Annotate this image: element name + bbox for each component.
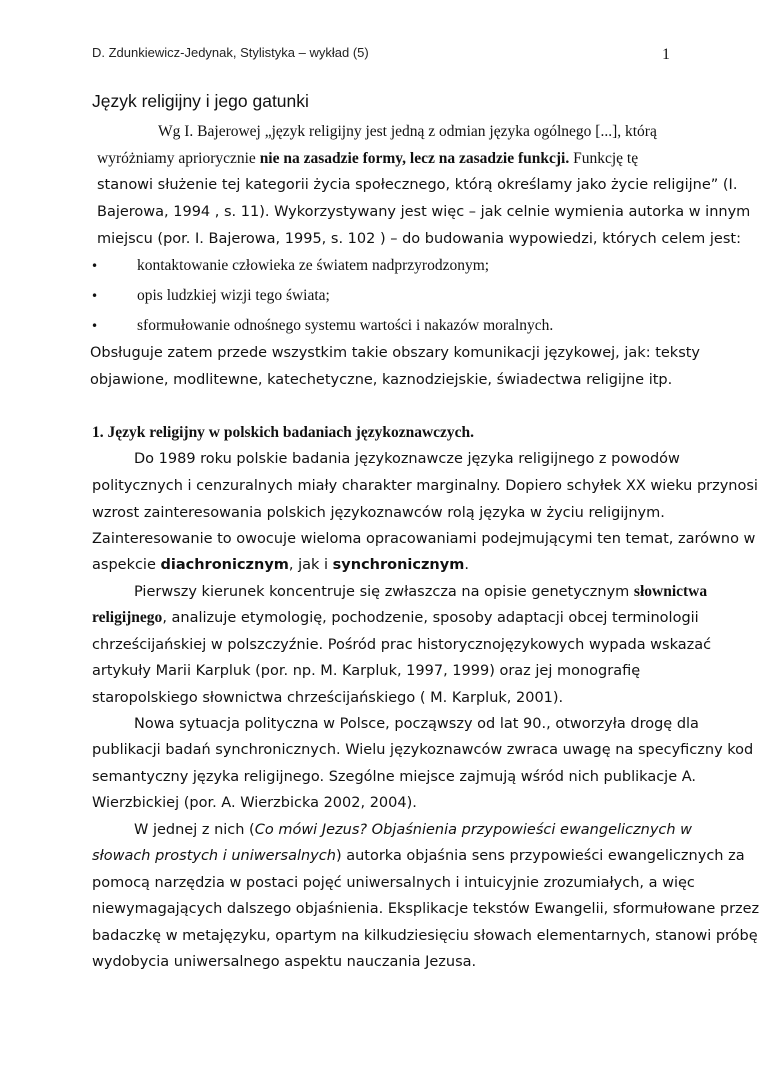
intro-line-5: miejscu (por. I. Bajerowa, 1995, s. 102 ) – do budowania wypowiedzi, których celem jest: (97, 231, 741, 247)
bullet-item-1: kontaktowanie człowieka ze światem nadprzyrodzonym; (137, 257, 490, 274)
p1-line-5-end: . (464, 557, 469, 573)
intro-line-4: Bajerowa, 1994 , s. 11). Wykorzystywany jest więc – jak celnie wymienia autorka w innym (97, 204, 751, 220)
p4-line-4: niewymagających dalszego objaśnienia. Eksplikacje tekstów Ewangelii, sformułowane przez (92, 901, 760, 917)
p3-line-2: publikacji badań synchronicznych. Wielu językoznawców zwraca uwagę na specyficzny kod (92, 742, 754, 758)
p1-line-3: wzrost zainteresowania polskich językoznawców rolą języka w życiu religijnym. (92, 505, 665, 521)
after-bullets-line-2: objawione, modlitewne, katechetyczne, kaznodziejskie, świadectwa religijne itp. (90, 372, 673, 388)
p3-line-1: Nowa sytuacja polityczna w Polsce, począwszy od lat 90., otworzyła drogę dla (134, 716, 699, 732)
p2-line-3: chrześcijańskiej w polszczyźnie. Pośród prac historycznojęzykowych wypada wskazać (92, 637, 712, 653)
p4-line-2 (92, 847, 745, 865)
p1-line-5-text: aspekcie (92, 557, 161, 573)
intro-line-2-text: wyróżniamy apriorycznie (97, 150, 260, 167)
p2-line-5: staropolskiego słownictwa chrześcijańskiego ( M. Karpluk, 2001). (92, 690, 564, 706)
document-title: Język religijny i jego gatunki (92, 91, 309, 111)
p2-line-4: artykuły Marii Karpluk (por. np. M. Karpluk, 1997, 1999) oraz jej monografię (92, 663, 641, 679)
bullet-symbol: • (91, 259, 99, 273)
intro-line-2-tail: Funkcję tę (569, 150, 639, 167)
bullet-symbol: • (91, 289, 99, 303)
p4-line-1 (134, 821, 692, 839)
page-number: 1 (662, 46, 670, 63)
bullet-symbol: • (91, 319, 99, 333)
intro-line-2 (97, 150, 638, 168)
term-diachronic: diachronicznym (160, 557, 289, 573)
bullet-item-2: opis ludzkiej wizji tego świata; (137, 287, 330, 304)
term-vocabulary: słownictwa (633, 583, 708, 600)
p1-line-1: Do 1989 roku polskie badania językoznawcze języka religijnego z powodów (134, 451, 680, 467)
p4-line-1-text: W jednej z nich ( (134, 822, 255, 838)
bullet-item-3: sformułowanie odnośnego systemu wartości i nakazów moralnych. (137, 317, 554, 334)
p1-line-5-mid: , jak i (288, 557, 333, 573)
intro-line-3: stanowi służenie tej kategorii życia społecznego, którą określamy jako życie religijne” (I. (97, 177, 738, 193)
p4-line-2-text: ) autorka objaśnia sens przypowieści ewangelicznych za (335, 848, 745, 864)
p1-line-2: politycznych i cenzuralnych miały charakter marginalny. Dopiero schyłek XX wieku przynosi (92, 478, 758, 494)
p3-line-3: semantyczny języka religijnego. Szególne miejsce zajmują wśród nich publikacje A. (92, 769, 697, 785)
book-title-cont: słowach prostych i uniwersalnych (92, 848, 336, 864)
term-synchronic: synchronicznym (332, 557, 465, 573)
running-header: D. Zdunkiewicz-Jedynak, Stylistyka – wykład (5) (92, 45, 369, 60)
p4-line-6: wydobycia uniwersalnego aspektu nauczania Jezusa. (92, 954, 477, 970)
term-religious: religijnego (92, 609, 163, 626)
p2-line-2-text: , analizuje etymologię, pochodzenie, sposoby adaptacji obcej terminologii (162, 610, 699, 626)
p2-line-1-text: Pierwszy kierunek koncentruje się zwłaszcza na opisie genetycznym (134, 584, 634, 600)
after-bullets-line-1: Obsługuje zatem przede wszystkim takie obszary komunikacji językowej, jak: teksty (90, 345, 701, 361)
p1-line-4: Zainteresowanie to owocuje wieloma opracowaniami podejmującymi ten temat, zarówno w (92, 531, 756, 547)
section-heading: 1. Język religijny w polskich badaniach językoznawczych. (92, 424, 475, 441)
p3-line-4: Wierzbickiej (por. A. Wierzbicka 2002, 2004). (92, 795, 417, 811)
p2-line-2 (92, 609, 699, 627)
intro-line-1: Wg I. Bajerowej „język religijny jest jedną z odmian języka ogólnego [...], którą (158, 123, 657, 140)
p2-line-1 (134, 583, 707, 601)
p4-line-3: pomocą narzędzia w postaci pojęć uniwersalnych i intuicyjnie zrozumiałych, a więc (92, 875, 695, 891)
intro-emphasis: nie na zasadzie formy, lecz na zasadzie funkcji. (259, 150, 570, 167)
book-title: Co mówi Jezus? Objaśnienia przypowieści ewangelicznych w (254, 822, 693, 838)
p4-line-5: badaczkę w metajęzyku, opartym na kilkudziesięciu słowach elementarnych, stanowi próbę (92, 928, 758, 944)
p1-line-5 (92, 556, 469, 574)
